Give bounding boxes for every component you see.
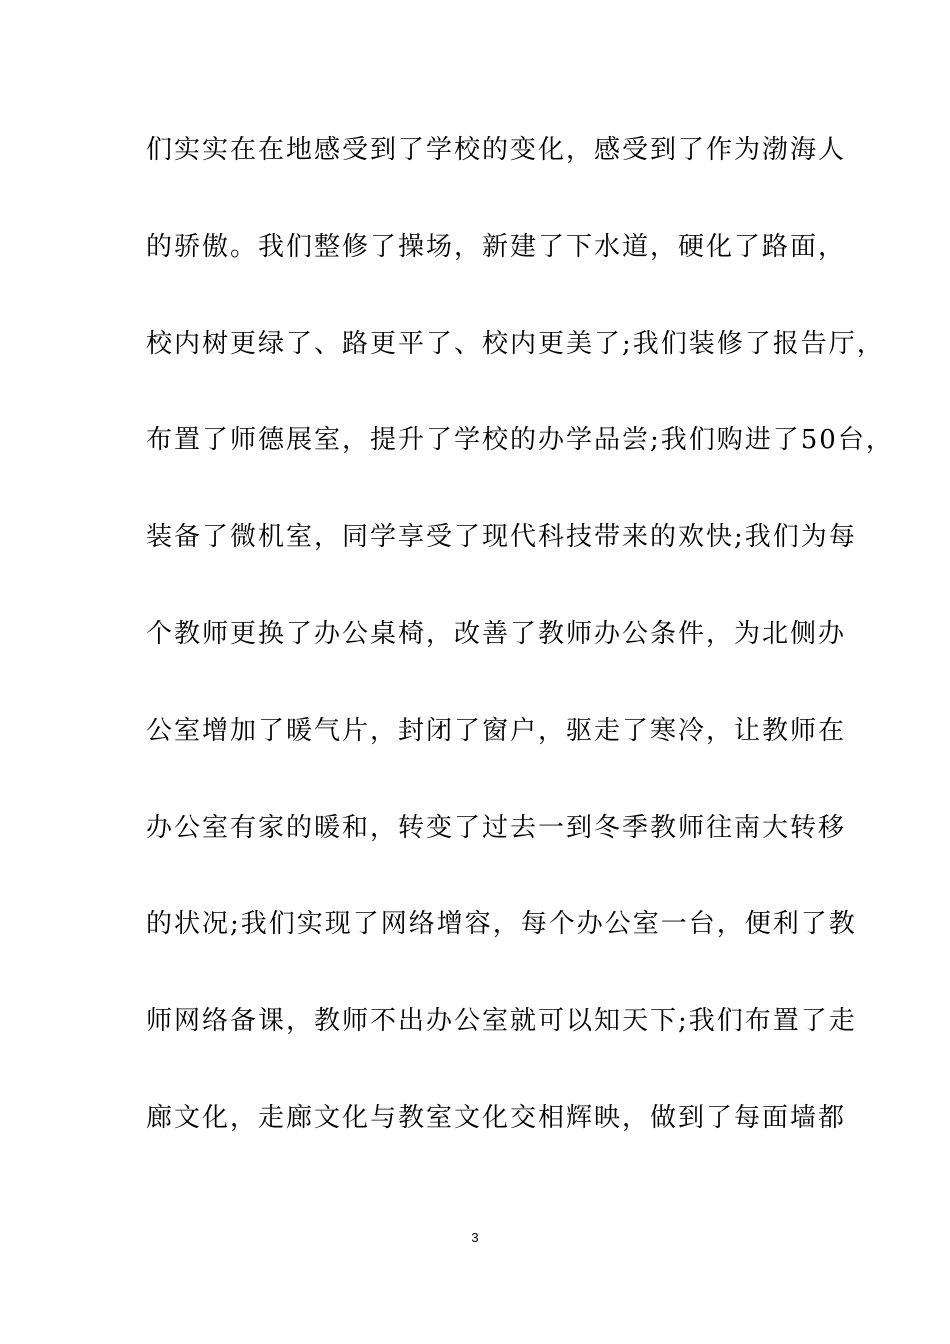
text-line: 公室增加了暖气片，封闭了窗户，驱走了寒冷，让教师在 [146,715,847,746]
text-line: 廊文化，走廊文化与教室文化交相辉映，做到了每面墙都 [146,1102,847,1133]
text-line: 的状况;我们实现了网络增容，每个办公室一台，便利了教 [146,909,857,940]
text-line: 个教师更换了办公桌椅，改善了教师办公条件，为北侧办 [146,618,847,649]
text-line: 校内树更绿了、路更平了、校内更美了;我们装修了报告厅， [146,328,885,359]
body-text [146,130,894,1195]
text-line: 们实实在在地感受到了学校的变化，感受到了作为渤海人 [146,135,847,165]
text-line: 的骄傲。我们整修了操场，新建了下水道，硬化了路面， [146,231,847,262]
page-number: 3 [471,1230,479,1245]
text-line: 办公室有家的暖和，转变了过去一到冬季教师往南大转移 [146,812,847,843]
text-line: 装备了微机室，同学享受了现代科技带来的欢快;我们为每 [146,522,857,553]
text-line: 师网络备课，教师不出办公室就可以知天下;我们布置了走 [146,1006,857,1037]
text-line: 布置了师德展室，提升了学校的办学品尝;我们购进了50台， [146,425,894,456]
